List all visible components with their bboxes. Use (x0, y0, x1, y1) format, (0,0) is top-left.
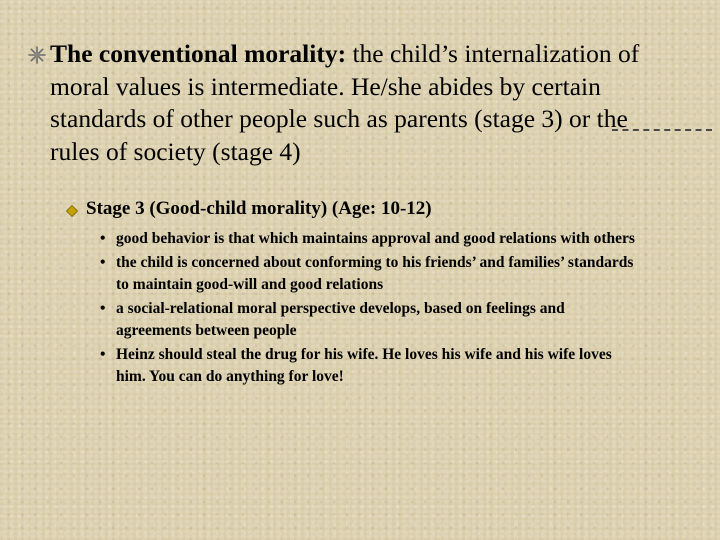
stage-points-list (100, 228, 640, 390)
list-item-text: a social-relational moral perspective develops, based on feelings and agreements between people (116, 300, 565, 339)
list-item (100, 344, 640, 388)
main-paragraph-body: the child’s internalization of moral values is intermediate. He/she abides by certain standards of other people such as parents (stage 3) or the rules of society (stage 4) (50, 39, 640, 166)
bullet-dot: • (100, 254, 106, 271)
list-item (100, 252, 640, 296)
bullet-dot: • (100, 230, 106, 247)
list-item-text: good behavior is that which maintains approval and good relations with others (116, 230, 635, 247)
list-item (100, 298, 640, 342)
list-item (100, 228, 640, 250)
list-item-text: the child is concerned about conforming to his friends’ and families’ standards to maintain good-will and good relations (116, 254, 634, 293)
stage-heading: Stage 3 (Good-child morality) (Age: 10-12) (86, 198, 432, 219)
main-paragraph-lead: The conventional morality: (50, 39, 347, 68)
bullet-dot: • (100, 346, 106, 363)
diamond-icon (66, 205, 78, 217)
main-paragraph (50, 38, 650, 168)
snowflake-star-icon (28, 46, 46, 64)
bullet-dot: • (100, 300, 106, 317)
list-item-text: Heinz should steal the drug for his wife. He loves his wife and his wife loves him. You can do anything for love! (116, 346, 612, 385)
